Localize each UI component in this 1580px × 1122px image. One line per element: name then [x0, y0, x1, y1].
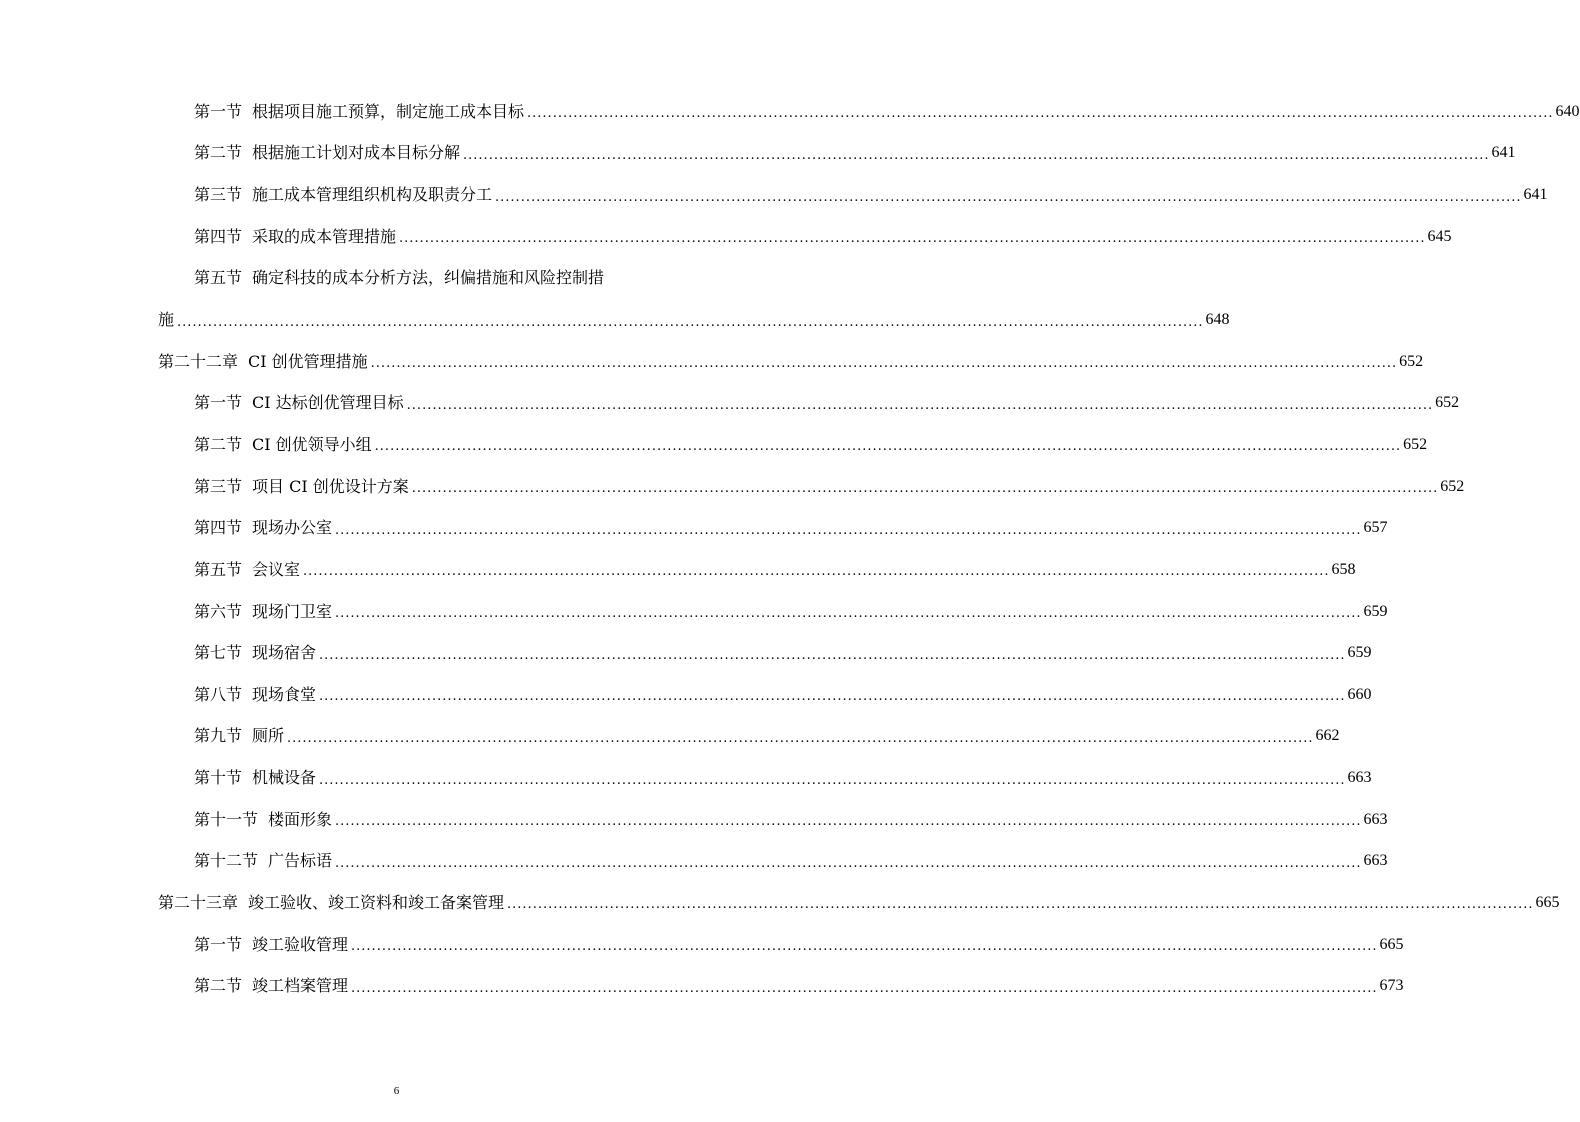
- toc-entry[interactable]: [158, 799, 1388, 841]
- toc-entry-page: 652: [1399, 352, 1424, 370]
- toc-entry[interactable]: [158, 965, 1404, 1007]
- toc-entry-number: 第六节: [194, 601, 243, 621]
- toc-entry-number: 第七节: [194, 643, 243, 663]
- toc-entry-number: 第二节: [194, 434, 243, 454]
- toc-entry-title: 确定科技的成本分析方法，纠偏措施和风险控制措: [252, 268, 605, 288]
- toc-entry[interactable]: [158, 549, 1356, 591]
- toc-leader-dots: ........................................................................................................................................................................................................: [319, 689, 1346, 705]
- toc-entry-title: 采取的成本管理措施: [252, 226, 397, 246]
- toc-entry-title: 项目 CI 创优设计方案: [252, 476, 409, 496]
- toc-entry-number: 第九节: [194, 726, 243, 746]
- toc-entry[interactable]: [158, 133, 1516, 175]
- toc-entry[interactable]: [158, 924, 1404, 966]
- toc-entry-label: [194, 645, 316, 661]
- toc-leader-dots: ........................................................................................................................................................................................................: [177, 314, 1204, 330]
- toc-entry-title: 施工成本管理组织机构及职责分工: [252, 185, 493, 205]
- toc-entry[interactable]: [158, 716, 1340, 758]
- toc-entry-label: [194, 434, 372, 454]
- toc-entry-number: 第十节: [194, 768, 243, 788]
- toc-entry-label: [194, 770, 316, 786]
- toc-entry-title: 现场宿舍: [252, 643, 317, 663]
- toc-entry-number: 第十二节: [194, 851, 259, 871]
- toc-leader-dots: ........................................................................................................................................................................................................: [411, 481, 1439, 497]
- toc-entry-page: 641: [1491, 144, 1516, 162]
- toc-entry-label: [194, 728, 284, 744]
- toc-entry-number: 第三节: [194, 185, 243, 205]
- toc-entry-number: 第三节: [194, 476, 243, 496]
- toc-entry-title: 施: [158, 310, 175, 330]
- toc-entry[interactable]: [158, 507, 1388, 549]
- toc-entry-page: 652: [1440, 477, 1465, 495]
- toc-entry-page: 665: [1535, 893, 1560, 911]
- toc-entry-number: 第四节: [194, 226, 243, 246]
- toc-leader-dots: ........................................................................................................................................................................................................: [335, 814, 1362, 830]
- toc-leader-dots: ........................................................................................................................................................................................................: [374, 439, 1402, 455]
- toc-entry-title: 楼面形象: [268, 809, 333, 829]
- toc-entry[interactable]: [158, 757, 1372, 799]
- toc-entry-title: 现场办公室: [252, 518, 333, 538]
- page-number: 6: [393, 1085, 400, 1097]
- toc-entry-label: [194, 853, 332, 869]
- toc-entry-page: 645: [1427, 227, 1452, 245]
- toc-entry-page: 663: [1363, 810, 1388, 828]
- toc-entry-number: 第一节: [194, 101, 243, 121]
- toc-entry-continuation[interactable]: [158, 299, 1230, 341]
- toc-entry-title: 竣工验收、竣工资料和竣工备案管理: [248, 892, 505, 912]
- toc-leader-dots: ........................................................................................................................................................................................................: [319, 647, 1346, 663]
- toc-entry-page: 657: [1363, 519, 1388, 537]
- toc-entry-title: 现场门卫室: [252, 601, 333, 621]
- toc-entry-page: 662: [1315, 727, 1340, 745]
- toc-entry-number: 第一节: [194, 934, 243, 954]
- toc-entry-title: 根据项目施工预算，制定施工成本目标: [252, 101, 525, 121]
- toc-entry-title: 竣工档案管理: [252, 976, 349, 996]
- toc-leader-dots: ........................................................................................................................................................................................................: [399, 231, 1426, 247]
- toc-leader-dots: ........................................................................................................................................................................................................: [319, 772, 1346, 788]
- toc-entry-label: [194, 934, 349, 954]
- toc-leader-dots: ........................................................................................................................................................................................................: [507, 897, 1534, 913]
- toc-entry-title: 现场食堂: [252, 684, 317, 704]
- toc-entry[interactable]: [158, 258, 674, 300]
- toc-entry-label: [194, 226, 397, 246]
- toc-entry[interactable]: [158, 466, 1465, 508]
- toc-entry-label: [194, 520, 332, 536]
- toc-entry-label: [194, 145, 460, 161]
- toc-entry-label: [194, 601, 333, 621]
- toc-entry-title: CI 达标创优管理目标: [252, 393, 404, 413]
- toc-leader-dots: ........................................................................................................................................................................................................: [351, 980, 1378, 996]
- toc-entry-number: 第二节: [194, 976, 243, 996]
- toc-entry-label: [158, 892, 505, 912]
- toc-entry-page: 652: [1435, 394, 1460, 412]
- toc-entry-number: 第五节: [194, 268, 243, 288]
- toc-entry-title: CI 创优领导小组: [252, 434, 372, 454]
- toc-entry-page: 665: [1379, 935, 1404, 953]
- toc-leader-dots: ........................................................................................................................................................................................................: [335, 606, 1362, 621]
- toc-leader-dots: ........................................................................................................................................................................................................: [335, 522, 1362, 538]
- toc-entry-label: [194, 559, 301, 579]
- toc-entry-page: 640: [1555, 102, 1580, 120]
- toc-entry-page: 663: [1347, 769, 1372, 787]
- toc-entry-page: 658: [1331, 560, 1356, 578]
- toc-entry-label: [194, 684, 317, 704]
- toc-entry-page: 663: [1363, 852, 1388, 870]
- table-of-contents: [158, 91, 1580, 1007]
- toc-leader-dots: ........................................................................................................................................................................................................: [406, 397, 1434, 413]
- toc-entry-number: 第五节: [194, 559, 243, 579]
- toc-entry-page: 660: [1347, 685, 1372, 703]
- toc-leader-dots: ........................................................................................................................................................................................................: [495, 189, 1522, 205]
- toc-entry-title: 根据施工计划对成本目标分解: [252, 143, 461, 163]
- toc-entry[interactable]: [158, 591, 1388, 633]
- toc-entry[interactable]: [158, 91, 1580, 133]
- toc-entry-label: [194, 476, 409, 496]
- toc-entry-title: CI 创优管理措施: [248, 351, 368, 371]
- toc-entry-title: 竣工验收管理: [252, 934, 349, 954]
- toc-entry-label: [158, 351, 368, 371]
- toc-entry[interactable]: [158, 174, 1548, 216]
- toc-entry-number: 第二节: [194, 143, 243, 163]
- toc-entry-label: [194, 809, 333, 829]
- toc-chapter-entry[interactable]: [158, 882, 1560, 924]
- toc-entry-number: 第八节: [194, 684, 243, 704]
- toc-entry[interactable]: [158, 382, 1460, 424]
- toc-leader-dots: ........................................................................................................................................................................................................: [527, 106, 1554, 122]
- toc-entry-label: [194, 978, 348, 994]
- toc-chapter-entry[interactable]: [158, 341, 1424, 383]
- toc-entry-number: 第四节: [194, 518, 243, 538]
- toc-entry-label: [194, 395, 404, 411]
- toc-entry-title: 会议室: [252, 559, 301, 579]
- toc-leader-dots: ........................................................................................................................................................................................................: [463, 147, 1490, 163]
- toc-entry[interactable]: [158, 632, 1372, 674]
- toc-entry-label: [194, 187, 492, 203]
- toc-entry-number: 第二十三章: [158, 892, 239, 912]
- toc-entry-page: 641: [1523, 186, 1548, 204]
- toc-leader-dots: ........................................................................................................................................................................................................: [287, 730, 1314, 746]
- toc-entry-number: 第二十二章: [158, 351, 239, 371]
- toc-leader-dots: ........................................................................................................................................................................................................: [370, 356, 1398, 372]
- toc-entry-page: 673: [1379, 977, 1404, 995]
- toc-leader-dots: ........................................................................................................................................................................................................: [351, 939, 1378, 955]
- toc-entry-page: 659: [1363, 602, 1388, 620]
- toc-entry-label: [194, 270, 604, 286]
- toc-entry-title: 机械设备: [252, 768, 317, 788]
- toc-entry-number: 第一节: [194, 393, 243, 413]
- toc-leader-dots: ........................................................................................................................................................................................................: [303, 564, 1330, 580]
- toc-entry[interactable]: [158, 216, 1452, 258]
- toc-entry-title: 厕所: [252, 726, 285, 746]
- toc-entry-page: 648: [1205, 311, 1230, 329]
- toc-entry[interactable]: [158, 841, 1388, 883]
- toc-entry-number: 第十一节: [194, 809, 259, 829]
- toc-entry-label: [194, 101, 525, 121]
- toc-entry-title: 广告标语: [268, 851, 333, 871]
- toc-entry-label: [158, 312, 174, 328]
- toc-entry-page: 659: [1347, 644, 1372, 662]
- toc-entry[interactable]: [158, 424, 1428, 466]
- toc-leader-dots: ........................................................................................................................................................................................................: [335, 855, 1362, 871]
- toc-entry-page: 652: [1403, 435, 1428, 453]
- toc-entry[interactable]: [158, 674, 1372, 716]
